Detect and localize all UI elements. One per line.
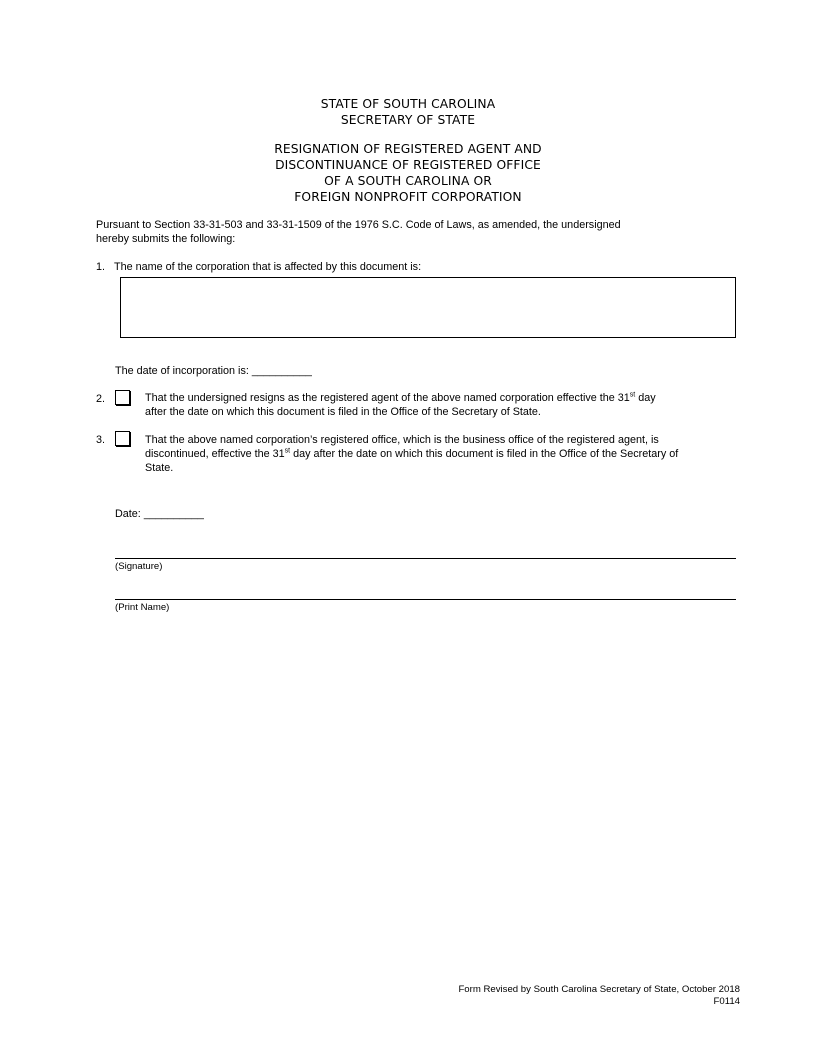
corporation-name-box[interactable] <box>120 277 736 338</box>
date-label: Date: <box>115 508 141 520</box>
footer-form-id: F0114 <box>713 996 740 1007</box>
title-line-1: RESIGNATION OF REGISTERED AGENT AND <box>274 142 542 156</box>
document-header <box>0 96 816 128</box>
signature-line[interactable] <box>115 558 736 559</box>
date-field[interactable]: __________ <box>143 508 204 520</box>
item-3-line-2-post: day after the date on which this document is filed in the Office of the Secretary of <box>290 448 679 460</box>
item-3-number: 3. <box>96 434 106 446</box>
date-row <box>115 507 204 521</box>
document-title <box>0 141 816 205</box>
incorporation-date-field[interactable]: __________ <box>251 365 312 377</box>
title-line-3: OF A SOUTH CAROLINA OR <box>324 174 492 188</box>
item-2-checkbox[interactable] <box>115 390 130 405</box>
item-2-line-1-pre: That the undersigned resigns as the registered agent of the above named corporation effective the 31 <box>145 392 630 404</box>
state-heading: STATE OF SOUTH CAROLINA <box>320 97 496 111</box>
footer <box>458 984 740 1008</box>
item-3-line-1: That the above named corporation’s registered office, which is the business office of the registered agent, is <box>145 434 659 446</box>
footer-revised: Form Revised by South Carolina Secretary of State, October 2018 <box>458 984 740 995</box>
item-2-line-1 <box>145 391 656 405</box>
item-1-text: The name of the corporation that is affected by this document is: <box>114 261 422 273</box>
title-line-4: FOREIGN NONPROFIT CORPORATION <box>294 190 522 204</box>
print-name-label: (Print Name) <box>115 602 170 613</box>
title-line-2: DISCONTINUANCE OF REGISTERED OFFICE <box>275 158 541 172</box>
item-2-line-1-post: day <box>635 392 656 404</box>
item-2-line-2: after the date on which this document is filed in the Office of the Secretary of State. <box>145 406 541 418</box>
item-3-checkbox[interactable] <box>115 431 130 446</box>
item-3-line-2-pre: discontinued, effective the 31 <box>145 448 285 460</box>
office-heading: SECRETARY OF STATE <box>340 113 476 127</box>
item-3-line-2 <box>145 447 678 461</box>
incorporation-date-label: The date of incorporation is: <box>115 365 249 377</box>
print-name-line[interactable] <box>115 599 736 600</box>
incorporation-date-row <box>115 364 312 378</box>
item-3-line-3: State. <box>145 462 174 474</box>
item-3-superscript: st <box>284 447 291 455</box>
signature-label: (Signature) <box>115 561 163 572</box>
item-2-number: 2. <box>96 393 106 405</box>
item-1-number: 1. <box>96 261 106 273</box>
intro-line-2: hereby submits the following: <box>96 233 236 245</box>
item-2-superscript: st <box>629 391 636 399</box>
intro-line-1: Pursuant to Section 33-31-503 and 33-31-1509 of the 1976 S.C. Code of Laws, as amended, the undersigned <box>96 219 621 231</box>
